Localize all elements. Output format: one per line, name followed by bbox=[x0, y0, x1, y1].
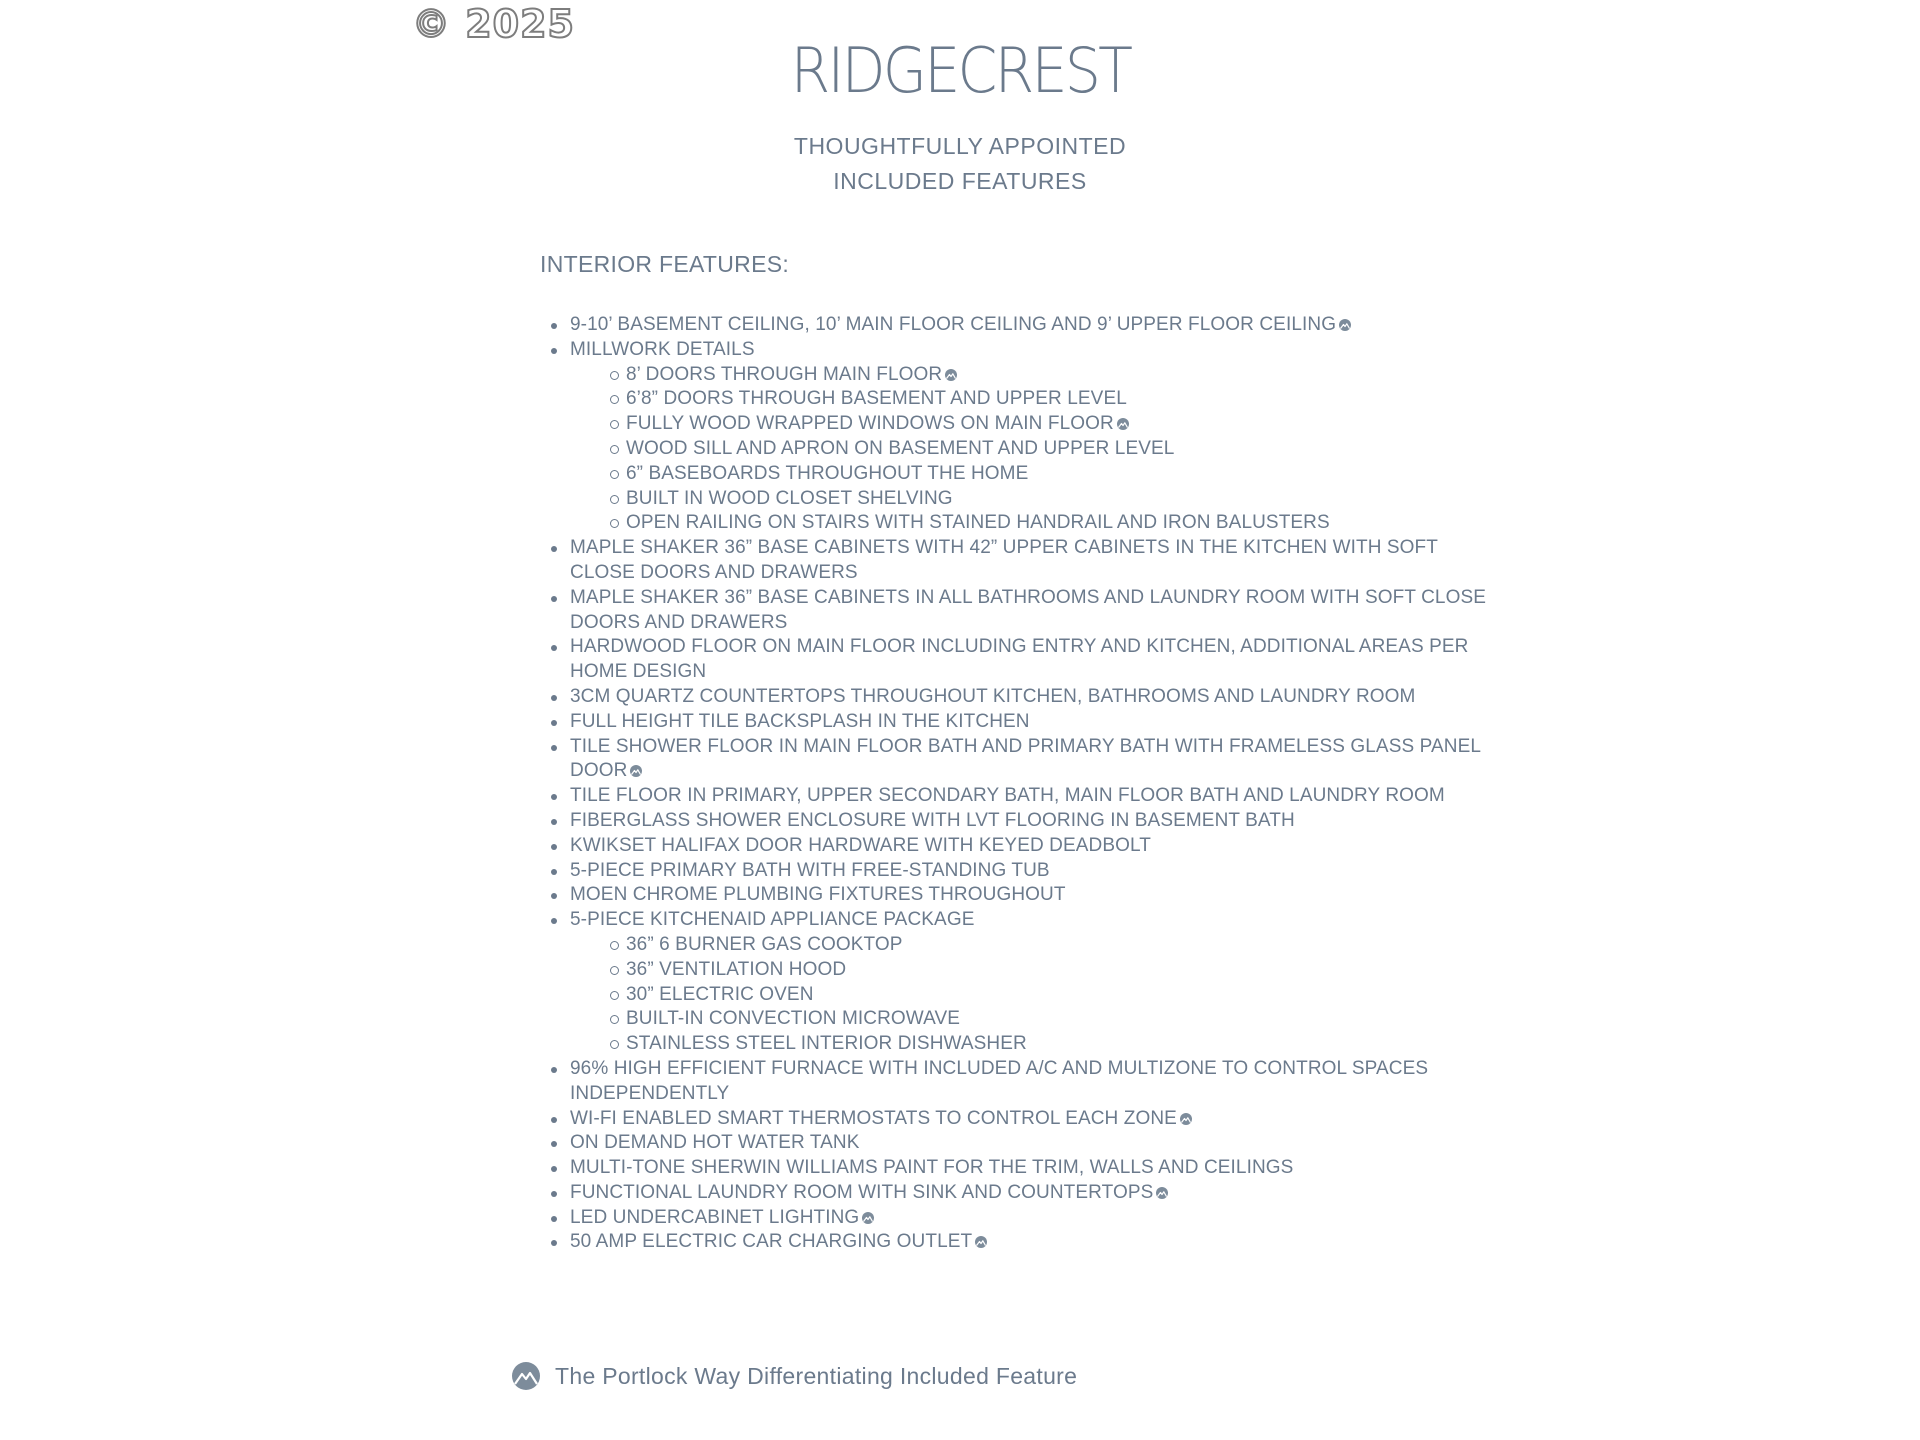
feature-text: MOEN CHROME PLUMBING FIXTURES THROUGHOUT bbox=[570, 884, 1066, 906]
feature-subitem bbox=[610, 958, 1490, 983]
feature-subitem-text: 8’ DOORS THROUGH MAIN FLOOR bbox=[626, 363, 943, 385]
feature-text: WI-FI ENABLED SMART THERMOSTATS TO CONTROL EACH ZONE bbox=[570, 1107, 1177, 1129]
copyright-watermark: © 2025 bbox=[412, 2, 575, 46]
feature-item bbox=[550, 1131, 1490, 1156]
brand-logo: RIDGECREST bbox=[790, 34, 1131, 107]
mountain-badge-icon bbox=[512, 1362, 540, 1390]
feature-item bbox=[550, 635, 1490, 685]
feature-subitem-text: BUILT-IN CONVECTION MICROWAVE bbox=[626, 1008, 961, 1030]
feature-subitem bbox=[610, 487, 1490, 512]
feature-item bbox=[550, 710, 1490, 735]
feature-item bbox=[550, 834, 1490, 859]
feature-item bbox=[550, 1230, 1490, 1255]
feature-text: LED UNDERCABINET LIGHTING bbox=[570, 1206, 860, 1228]
feature-item bbox=[550, 1107, 1490, 1132]
feature-item bbox=[550, 735, 1490, 785]
feature-subitem-text: 6” BASEBOARDS THROUGHOUT THE HOME bbox=[626, 462, 1029, 484]
feature-item bbox=[550, 536, 1490, 586]
feature-item bbox=[550, 338, 1490, 536]
mountain-badge-icon bbox=[862, 1212, 874, 1224]
feature-subitem bbox=[610, 363, 1490, 388]
feature-text: MAPLE SHAKER 36” BASE CABINETS IN ALL BATHROOMS AND LAUNDRY ROOM WITH SOFT CLOSE DOORS AND DRAWERS bbox=[570, 586, 1486, 633]
feature-subitem bbox=[610, 387, 1490, 412]
feature-item bbox=[550, 586, 1490, 636]
feature-item bbox=[550, 908, 1490, 1057]
feature-subitem bbox=[610, 437, 1490, 462]
feature-list bbox=[550, 313, 1490, 1255]
feature-text: FULL HEIGHT TILE BACKSPLASH IN THE KITCHEN bbox=[570, 710, 1030, 732]
feature-text: 5-PIECE KITCHENAID APPLIANCE PACKAGE bbox=[570, 909, 975, 931]
subtitle-line-1: THOUGHTFULLY APPOINTED bbox=[793, 133, 1127, 159]
legend bbox=[512, 1362, 1077, 1390]
mountain-badge-icon bbox=[1156, 1187, 1168, 1199]
feature-subitem-text: 36” VENTILATION HOOD bbox=[626, 958, 847, 980]
feature-item bbox=[550, 1156, 1490, 1181]
feature-item bbox=[550, 859, 1490, 884]
feature-item bbox=[550, 1181, 1490, 1206]
feature-subitem bbox=[610, 511, 1490, 536]
mountain-badge-icon bbox=[945, 369, 957, 381]
feature-subitem-text: WOOD SILL AND APRON ON BASEMENT AND UPPER LEVEL bbox=[626, 437, 1175, 459]
feature-text: 96% HIGH EFFICIENT FURNACE WITH INCLUDED A/C AND MULTIZONE TO CONTROL SPACES INDEPENDENTLY bbox=[570, 1057, 1429, 1104]
feature-item bbox=[550, 883, 1490, 908]
feature-subitem-text: 36” 6 BURNER GAS COOKTOP bbox=[626, 933, 903, 955]
feature-text: 50 AMP ELECTRIC CAR CHARGING OUTLET bbox=[570, 1231, 973, 1253]
feature-text: ON DEMAND HOT WATER TANK bbox=[570, 1132, 860, 1154]
feature-text: 3CM QUARTZ COUNTERTOPS THROUGHOUT KITCHEN, BATHROOMS AND LAUNDRY ROOM bbox=[570, 685, 1416, 707]
feature-text: MILLWORK DETAILS bbox=[570, 338, 755, 360]
feature-text: 5-PIECE PRIMARY BATH WITH FREE-STANDING TUB bbox=[570, 859, 1050, 881]
mountain-badge-icon bbox=[975, 1236, 987, 1248]
feature-subitem-text: 6’8” DOORS THROUGH BASEMENT AND UPPER LEVEL bbox=[626, 388, 1127, 410]
section-title: INTERIOR FEATURES: bbox=[540, 251, 790, 277]
feature-text: HARDWOOD FLOOR ON MAIN FLOOR INCLUDING ENTRY AND KITCHEN, ADDITIONAL AREAS PER HOME DESIGN bbox=[570, 636, 1469, 683]
feature-subitem bbox=[610, 1007, 1490, 1032]
feature-text: KWIKSET HALIFAX DOOR HARDWARE WITH KEYED DEADBOLT bbox=[570, 834, 1151, 856]
mountain-badge-icon bbox=[1180, 1113, 1192, 1125]
feature-text: FIBERGLASS SHOWER ENCLOSURE WITH LVT FLOORING IN BASEMENT BATH bbox=[570, 809, 1295, 831]
legend-text: The Portlock Way Differentiating Included Feature bbox=[555, 1362, 1078, 1389]
mountain-badge-icon bbox=[1117, 418, 1129, 430]
feature-subitem bbox=[610, 983, 1490, 1008]
mountain-badge-icon bbox=[1339, 319, 1351, 331]
feature-text: TILE SHOWER FLOOR IN MAIN FLOOR BATH AND PRIMARY BATH WITH FRAMELESS GLASS PANEL DOOR bbox=[570, 735, 1481, 782]
feature-subitem bbox=[610, 933, 1490, 958]
feature-subitem-text: STAINLESS STEEL INTERIOR DISHWASHER bbox=[626, 1033, 1027, 1055]
feature-text: TILE FLOOR IN PRIMARY, UPPER SECONDARY BATH, MAIN FLOOR BATH AND LAUNDRY ROOM bbox=[570, 785, 1445, 807]
feature-item bbox=[550, 685, 1490, 710]
feature-item bbox=[550, 1206, 1490, 1231]
feature-subitem-text: BUILT IN WOOD CLOSET SHELVING bbox=[626, 487, 953, 509]
feature-sublist bbox=[570, 363, 1490, 537]
subtitle-line-2: INCLUDED FEATURES bbox=[833, 168, 1087, 194]
feature-item bbox=[550, 809, 1490, 834]
feature-subitem bbox=[610, 1032, 1490, 1057]
feature-subitem-text: OPEN RAILING ON STAIRS WITH STAINED HANDRAIL AND IRON BALUSTERS bbox=[626, 512, 1330, 534]
feature-subitem-text: 30” ELECTRIC OVEN bbox=[626, 983, 814, 1005]
feature-subitem-text: FULLY WOOD WRAPPED WINDOWS ON MAIN FLOOR bbox=[626, 413, 1114, 435]
feature-subitem bbox=[610, 462, 1490, 487]
feature-text: MAPLE SHAKER 36” BASE CABINETS WITH 42” UPPER CABINETS IN THE KITCHEN WITH SOFT CLOSE DOORS AND DRAWERS bbox=[570, 537, 1438, 583]
feature-subitem bbox=[610, 412, 1490, 437]
feature-item bbox=[550, 1057, 1490, 1107]
feature-sublist bbox=[570, 933, 1490, 1057]
feature-text: MULTI-TONE SHERWIN WILLIAMS PAINT FOR THE TRIM, WALLS AND CEILINGS bbox=[570, 1157, 1294, 1179]
mountain-badge-icon bbox=[630, 765, 642, 777]
feature-item bbox=[550, 784, 1490, 809]
feature-text: FUNCTIONAL LAUNDRY ROOM WITH SINK AND COUNTERTOPS bbox=[570, 1181, 1154, 1203]
feature-text: 9-10’ BASEMENT CEILING, 10’ MAIN FLOOR CEILING AND 9’ UPPER FLOOR CEILING bbox=[570, 314, 1337, 335]
feature-item bbox=[550, 313, 1490, 338]
